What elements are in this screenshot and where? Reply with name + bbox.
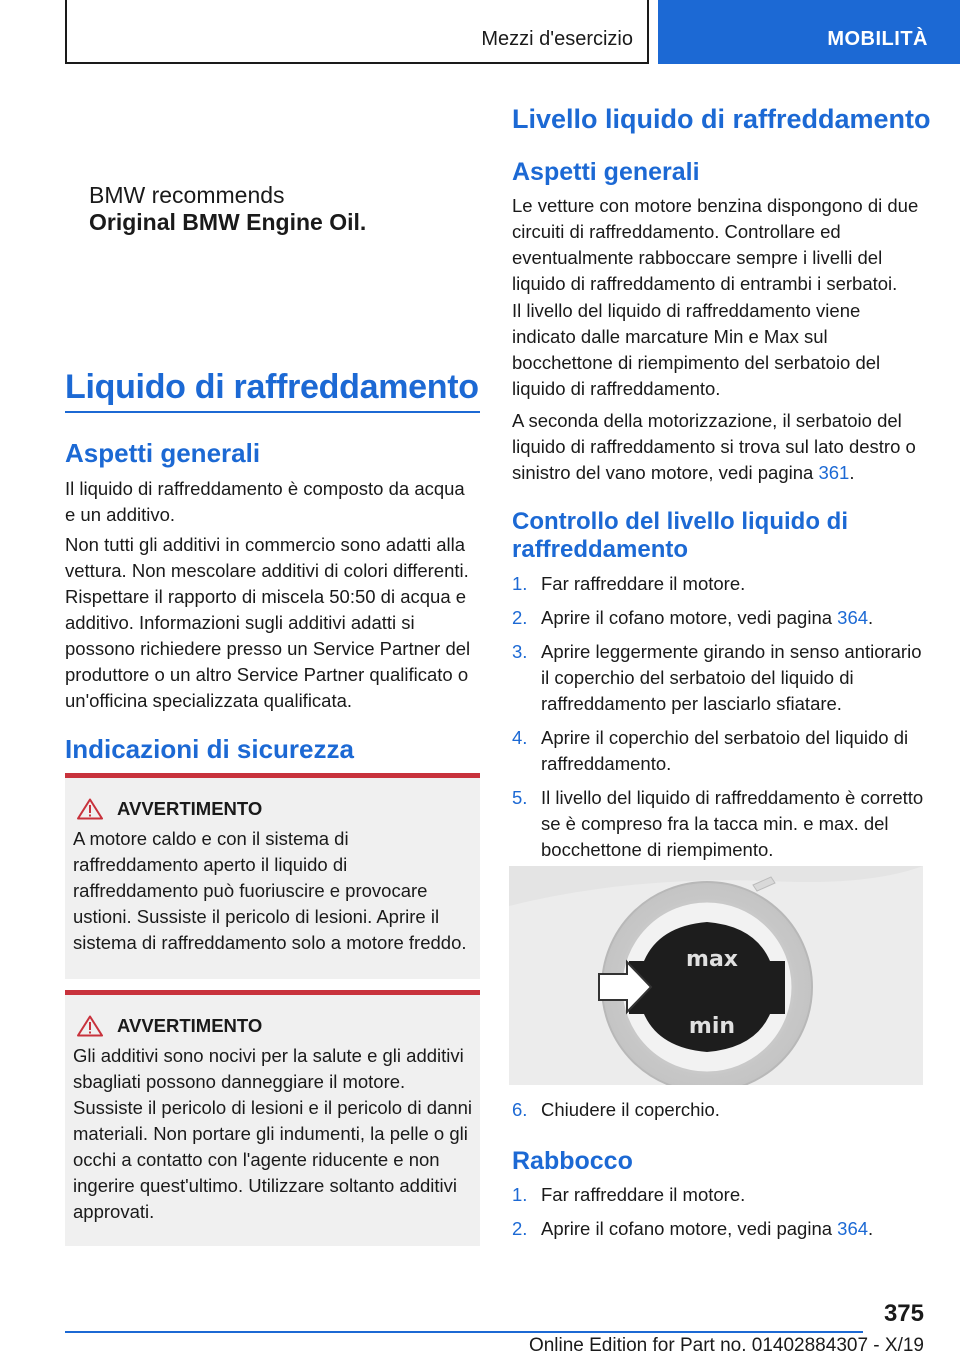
check-steps-list — [512, 571, 926, 871]
page-link-364[interactable]: 364 — [837, 1218, 869, 1239]
section-title-coolant-level: Livello liquido di raffreddamento — [512, 104, 931, 134]
warning-text-additives: Gli additivi sono nocivi per la salute e gli additivi sbagliati possono danneggiare il motore. Sussiste il pericolo di lesioni e il pericolo di danni materiali. Non portare gli indumenti, la pelle o gli occhi a contatto con l'agente riducente e non ingerire quest'ultimo. Utilizzare soltanto additivi approvati. — [73, 1045, 472, 1222]
warning-text-burns: A motore caldo e con il sistema di raffreddamento aperto il liquido di raffreddamento può fuoriuscire e provocare ustioni. Sussiste il pericolo di lesioni. Aprire il sistema di raffreddamento solo a motore freddo. — [73, 828, 467, 953]
step-text: Far raffreddare il motore. — [541, 573, 746, 594]
warning-title: AVVERTIMENTO — [117, 1015, 263, 1036]
step-number: 3. — [512, 641, 528, 662]
paragraph-tank-location — [512, 408, 927, 486]
paragraph-min-max-marks: Il livello del liquido di raffreddamento viene indicato dalle marcature Min e Max sul bocchettone di riempimento del serbatoio del liquido di raffreddamento. — [512, 300, 881, 399]
period: . — [868, 607, 874, 628]
warning-triangle-icon — [77, 1015, 103, 1037]
step-text-main: Aprire il cofano motore, vedi pagina — [541, 1218, 838, 1239]
banner-line2: Original BMW Engine Oil. — [89, 209, 367, 235]
step-text — [541, 605, 873, 631]
step-text: Aprire il coperchio del serbatoio del liquido di raffreddamento. — [541, 727, 909, 774]
footer-edition: Online Edition for Part no. 01402884307 - X/19 — [528, 1335, 924, 1356]
warning-title: AVVERTIMENTO — [117, 798, 263, 819]
step-number: 1. — [512, 573, 528, 594]
page-number: 375 — [883, 1300, 924, 1327]
paragraph-two-circuits: Le vetture con motore benzina dispongono di due circuiti di raffreddamento. Controllare ed eventualmente rabboccare sempre i livelli del liquido di raffreddamento di entrambi i serbatoi. — [512, 195, 919, 294]
header-chapter-title: MOBILITÀ — [827, 28, 928, 50]
list-item — [512, 1216, 926, 1242]
period: . — [868, 1218, 874, 1239]
max-mark-label: max — [686, 947, 738, 972]
coolant-cap-illustration — [509, 866, 923, 1085]
header-section-box — [65, 0, 649, 64]
list-item — [512, 605, 926, 631]
warning-box-burns — [65, 773, 480, 979]
heading-refill: Rabbocco — [512, 1147, 633, 1175]
list-item — [512, 785, 926, 863]
tank-location-text: A seconda della motorizzazione, il serbatoio del liquido di raffreddamento si trova sul lato destro o sinistro del vano motore, vedi pagina — [512, 410, 916, 483]
step-number: 1. — [512, 1184, 528, 1205]
step-number: 4. — [512, 727, 528, 748]
step-text: Il livello del liquido di raffreddamento è corretto se è compreso fra la tacca min. e max. del bocchettone di riempimento. — [541, 787, 924, 860]
header-section-title: Mezzi d'esercizio — [481, 28, 633, 50]
list-item — [512, 1182, 926, 1208]
step-number: 2. — [512, 1218, 528, 1239]
warning-box-additives — [65, 990, 480, 1246]
banner-line1: BMW recommends — [89, 182, 285, 208]
warning-title-row — [73, 798, 472, 820]
heading-general-right: Aspetti generali — [512, 158, 700, 186]
warning-triangle-icon — [77, 798, 103, 820]
heading-safety: Indicazioni di sicurezza — [65, 734, 354, 764]
header-chapter-tab[interactable] — [658, 0, 960, 64]
refill-steps-list — [512, 1182, 926, 1250]
list-item — [512, 571, 926, 597]
list-item — [512, 639, 926, 717]
step-text-main: Aprire il cofano motore, vedi pagina — [541, 607, 838, 628]
step-number: 2. — [512, 607, 528, 628]
page-link-361[interactable]: 361 — [818, 462, 850, 483]
warning-title-row — [73, 1015, 472, 1037]
step-number: 5. — [512, 787, 528, 808]
period: . — [849, 462, 855, 483]
paragraph-additives: Non tutti gli additivi in commercio sono adatti alla vettura. Non mescolare additivi di colori differenti. Rispettare il rapporto di miscela 50:50 di acqua e additivo. Informazioni sugli additivi adatti si possono richiedere presso un Service Partner del produttore o un altro Service Partner qualificato o un'officina specializzata qualificata. — [65, 534, 471, 711]
step-text: Aprire leggermente girando in senso antiorario il coperchio del serbatoio del liquido di raffreddamento per lasciarlo sfiatare. — [541, 641, 922, 714]
paragraph-coolant-composition: Il liquido di raffreddamento è composto da acqua e un additivo. — [65, 478, 465, 525]
min-mark-label: min — [688, 1014, 736, 1039]
title-underline — [65, 411, 480, 413]
page-link-364[interactable]: 364 — [837, 607, 869, 628]
step-text: Far raffreddare il motore. — [541, 1184, 746, 1205]
list-item — [512, 1097, 926, 1123]
close-step-list — [512, 1097, 926, 1131]
footer-rule — [65, 1331, 863, 1333]
list-item — [512, 725, 926, 777]
step-number: 6. — [512, 1099, 528, 1120]
coolant-cap-photo — [509, 866, 923, 1085]
bmw-oil-banner — [89, 182, 366, 236]
step-text: Chiudere il coperchio. — [541, 1099, 720, 1120]
heading-general-left: Aspetti generali — [65, 438, 261, 468]
section-title-coolant: Liquido di raffreddamento — [65, 368, 479, 406]
step-text — [541, 1216, 873, 1242]
heading-check-level: Controllo del livello liquido di raffreddamento — [512, 508, 848, 563]
